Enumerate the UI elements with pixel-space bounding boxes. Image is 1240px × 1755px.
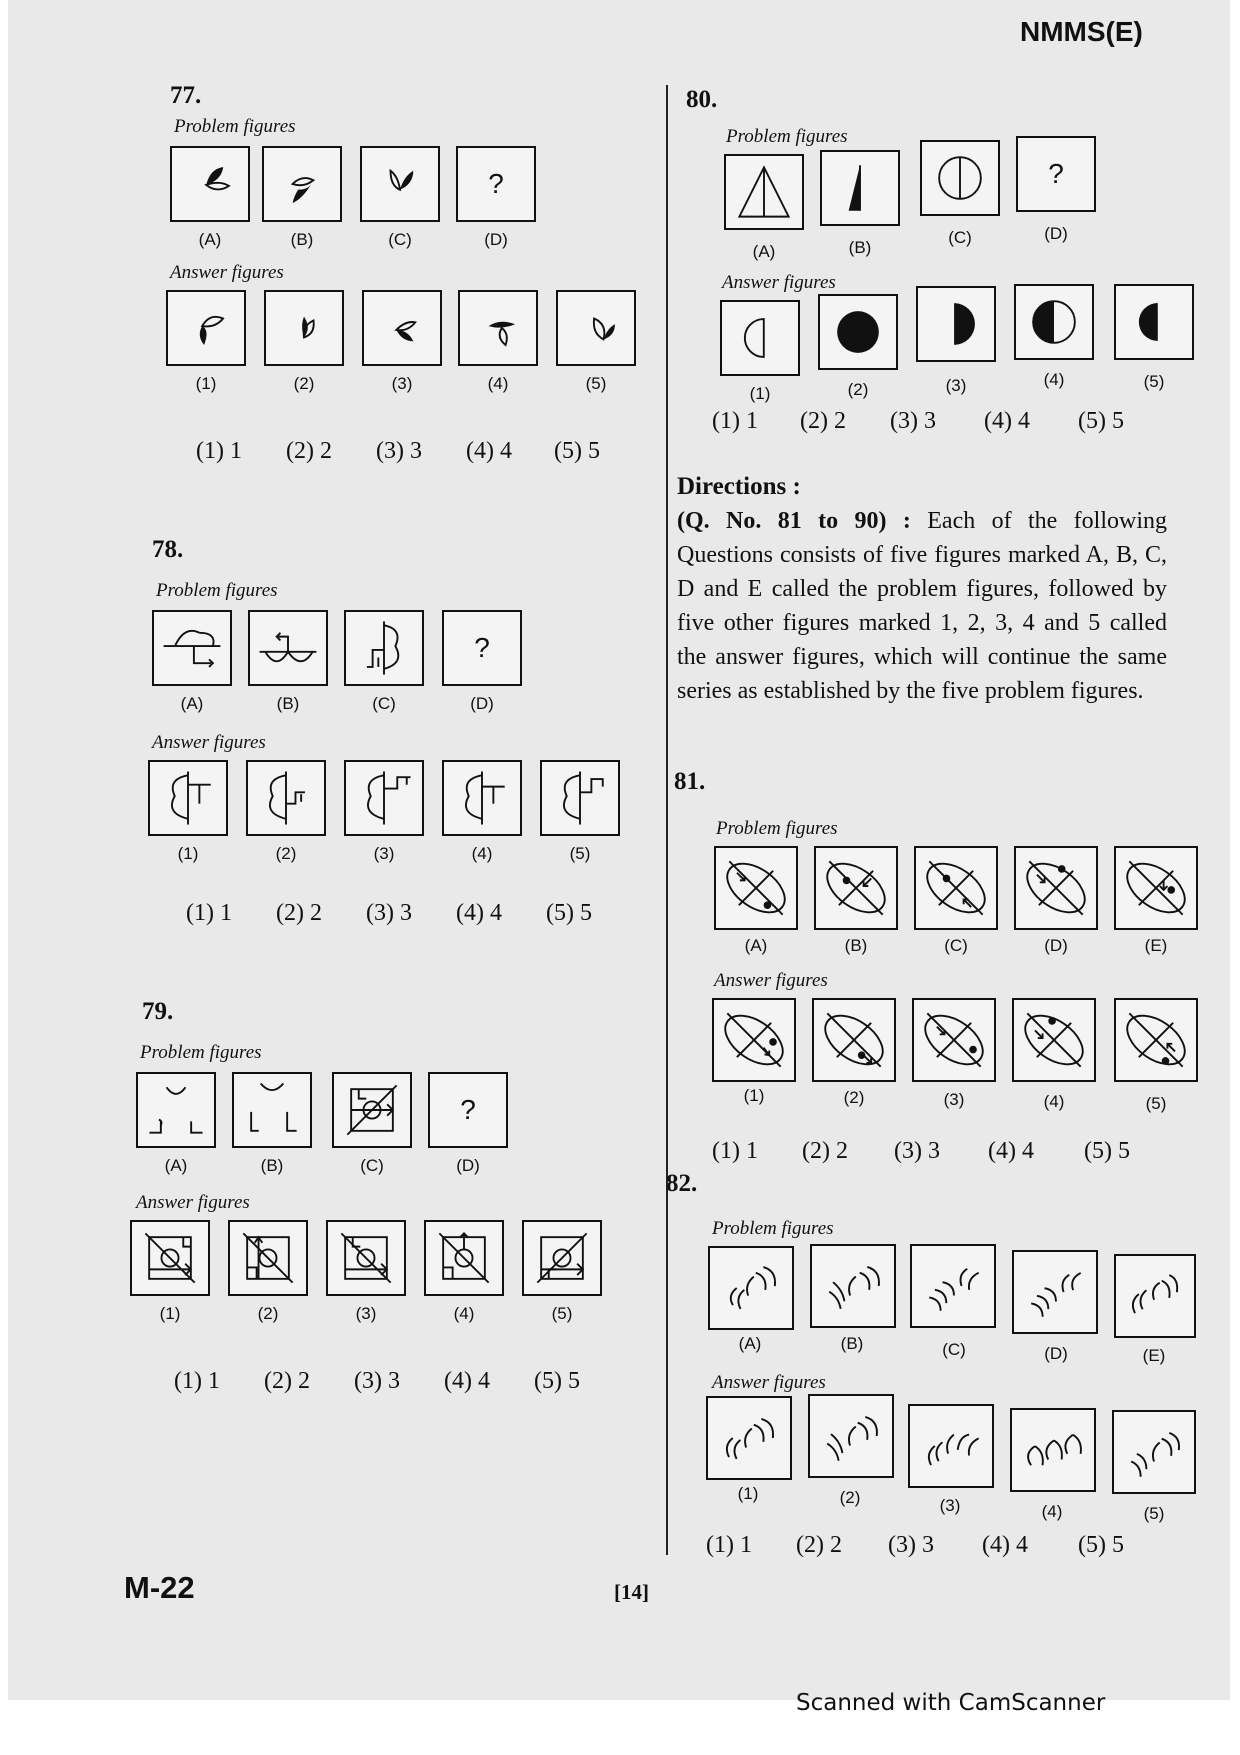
column-divider [666,85,668,1555]
figure-label: (3) [355,1304,377,1323]
figure-label: (3) [943,1090,965,1109]
answer-figure-5[interactable] [1114,998,1198,1082]
figure-label: (C) [948,228,972,247]
answer-figure-4[interactable] [1014,284,1094,360]
figure-label: (5) [551,1304,573,1323]
figure-label: (4) [1043,370,1065,389]
problem-figures-caption: Problem figures [140,1042,262,1063]
figure-label: (4) [1043,1092,1065,1111]
answer-figure-3[interactable] [916,286,996,362]
option-2[interactable]: (2) 2 [800,408,846,434]
figure-label: (C) [372,694,396,713]
figure-label: (E) [1142,1346,1166,1365]
figure-label: (D) [1044,1344,1068,1363]
problem-figure-a [714,846,798,930]
figure-label: (C) [388,230,412,249]
page-number: [14] [614,1580,649,1604]
answer-figures-caption: Answer figures [152,732,266,753]
figure-label: (5) [1143,372,1165,391]
question-mark: ? [474,632,490,663]
figure-label: (D) [456,1156,480,1175]
figure-label: (3) [939,1496,961,1515]
figure-label: (2) [257,1304,279,1323]
figure-label: (D) [1044,224,1068,243]
figure-label: (3) [391,374,413,393]
answer-figures-caption: Answer figures [714,970,828,991]
option-2[interactable]: (2) 2 [286,438,332,464]
answer-figure-3[interactable] [344,760,424,836]
option-2[interactable]: (2) 2 [802,1138,848,1164]
problem-figures-caption: Problem figures [716,818,838,839]
figure-label: (5) [1143,1504,1165,1523]
answer-figure-4[interactable] [1010,1408,1096,1492]
problem-figure-b [232,1072,312,1148]
answer-figure-4[interactable] [458,290,538,366]
problem-figure-c [332,1072,412,1148]
paper-code: NMMS(E) [1020,16,1143,47]
figure-label: (1) [749,384,771,403]
directions-heading: Directions : [677,473,801,500]
figure-label: (1) [159,1304,181,1323]
figure-label: (4) [471,844,493,863]
question-number: 79. [142,998,174,1025]
option-5[interactable]: (5) 5 [534,1368,580,1394]
problem-figure-e [1114,1254,1196,1338]
answer-figure-1[interactable] [148,760,228,836]
figure-label: (A) [198,230,222,249]
figure-label: (2) [839,1488,861,1507]
figure-label: (1) [743,1086,765,1105]
question-number: 82. [666,1170,698,1197]
scanner-watermark: Scanned with CamScanner [796,1690,1106,1716]
figure-label: (D) [470,694,494,713]
option-3[interactable]: (3) 3 [366,900,412,926]
problem-figure-b [248,610,328,686]
figure-label: (5) [585,374,607,393]
question-mark: ? [460,1094,476,1125]
figure-label: (B) [844,936,868,955]
problem-figure-d [1014,846,1098,930]
option-1[interactable]: (1) 1 [706,1532,752,1558]
question-number: 80. [686,86,718,113]
problem-figure-c [910,1244,996,1328]
option-4[interactable]: (4) 4 [466,438,512,464]
answer-figure-2[interactable] [812,998,896,1082]
problem-figure-d [1012,1250,1098,1334]
answer-figure-2[interactable] [818,294,898,370]
problem-figure-a [152,610,232,686]
problem-figure-c [914,846,998,930]
figure-label: (B) [290,230,314,249]
figure-label: (D) [1044,936,1068,955]
answer-options [196,438,600,465]
answer-figure-3[interactable] [912,998,996,1082]
figure-label: (C) [944,936,968,955]
figure-label: (D) [484,230,508,249]
answer-figure-2[interactable] [808,1394,894,1478]
option-3[interactable]: (3) 3 [894,1138,940,1164]
answer-figure-5[interactable] [1114,284,1194,360]
option-3[interactable]: (3) 3 [376,438,422,464]
figure-label: (2) [847,380,869,399]
answer-figure-3[interactable] [326,1220,406,1296]
problem-figure-b [262,146,342,222]
problem-figures-caption: Problem figures [712,1218,834,1239]
problem-figure-d [428,1072,508,1148]
answer-figure-5[interactable] [540,760,620,836]
figure-label: (B) [276,694,300,713]
problem-figure-c [360,146,440,222]
answer-figure-1[interactable] [166,290,246,366]
problem-figures-caption: Problem figures [174,116,296,137]
answer-figures-caption: Answer figures [136,1192,250,1213]
figure-label: (3) [373,844,395,863]
answer-figure-1[interactable] [712,998,796,1082]
answer-figure-4[interactable] [442,760,522,836]
figure-label: (C) [942,1340,966,1359]
question-number: 78. [152,536,184,563]
option-5[interactable]: (5) 5 [1078,1532,1124,1558]
figure-label: (2) [843,1088,865,1107]
option-4[interactable]: (4) 4 [456,900,502,926]
question-mark: ? [1048,158,1064,189]
footer-code: M-22 [124,1570,195,1605]
option-2[interactable]: (2) 2 [796,1532,842,1558]
problem-figure-a [136,1072,216,1148]
problem-figure-a [170,146,250,222]
answer-figure-5[interactable] [556,290,636,366]
figure-label: (B) [840,1334,864,1353]
answer-figure-2[interactable] [264,290,344,366]
problem-figure-d [442,610,522,686]
answer-figure-1[interactable] [706,1396,792,1480]
figure-label: (5) [1145,1094,1167,1113]
figure-label: (3) [945,376,967,395]
answer-figure-2[interactable] [246,760,326,836]
answer-figure-4[interactable] [1012,998,1096,1082]
answer-options [174,1368,580,1395]
answer-figures-caption: Answer figures [170,262,284,283]
figure-label: (B) [260,1156,284,1175]
answer-figure-4[interactable] [424,1220,504,1296]
answer-figures-caption: Answer figures [722,272,836,293]
option-5[interactable]: (5) 5 [1078,408,1124,434]
option-3[interactable]: (3) 3 [890,408,936,434]
question-mark: ? [488,168,504,199]
option-1[interactable]: (1) 1 [712,408,758,434]
answer-figure-1[interactable] [720,300,800,376]
answer-options [706,1532,1124,1559]
problem-figure-b [810,1244,896,1328]
option-1[interactable]: (1) 1 [712,1138,758,1164]
option-4[interactable]: (4) 4 [984,408,1030,434]
directions-block [677,470,1167,708]
problem-figure-a [708,1246,794,1330]
problem-figures-caption: Problem figures [156,580,278,601]
question-number: 77. [170,82,202,109]
option-4[interactable]: (4) 4 [444,1368,490,1394]
directions-range: (Q. No. 81 to 90) : [677,508,911,534]
answer-options [712,408,1124,435]
figure-label: (C) [360,1156,384,1175]
question-number: 81. [674,768,706,795]
figure-label: (E) [1144,936,1168,955]
figure-label: (2) [275,844,297,863]
figure-label: (A) [744,936,768,955]
figure-label: (A) [752,242,776,261]
problem-figure-c [344,610,424,686]
directions-text [677,504,1167,708]
figure-label: (A) [738,1334,762,1353]
answer-figure-2[interactable] [228,1220,308,1296]
figure-label: (A) [164,1156,188,1175]
option-3[interactable]: (3) 3 [354,1368,400,1394]
problem-figure-b [814,846,898,930]
answer-options [712,1138,1130,1165]
problem-figure-d [1016,136,1096,212]
figure-label: (A) [180,694,204,713]
problem-figure-d [456,146,536,222]
figure-label: (5) [569,844,591,863]
option-2[interactable]: (2) 2 [276,900,322,926]
answer-figure-3[interactable] [908,1404,994,1488]
option-5[interactable]: (5) 5 [554,438,600,464]
option-2[interactable]: (2) 2 [264,1368,310,1394]
figure-label: (1) [177,844,199,863]
option-3[interactable]: (3) 3 [888,1532,934,1558]
figure-label: (1) [195,374,217,393]
figure-label: (4) [453,1304,475,1323]
answer-figure-3[interactable] [362,290,442,366]
problem-figure-e [1114,846,1198,930]
problem-figure-a [724,154,804,230]
figure-label: (1) [737,1484,759,1503]
problem-figures-caption: Problem figures [726,126,848,147]
option-1[interactable]: (1) 1 [186,900,232,926]
answer-figure-1[interactable] [130,1220,210,1296]
problem-figure-b [820,150,900,226]
option-1[interactable]: (1) 1 [196,438,242,464]
figure-label: (4) [1041,1502,1063,1521]
figure-label: (2) [293,374,315,393]
answer-options [186,900,592,927]
problem-figure-c [920,140,1000,216]
answer-figure-5[interactable] [522,1220,602,1296]
option-4[interactable]: (4) 4 [982,1532,1028,1558]
option-4[interactable]: (4) 4 [988,1138,1034,1164]
answer-figure-5[interactable] [1112,1410,1196,1494]
option-1[interactable]: (1) 1 [174,1368,220,1394]
option-5[interactable]: (5) 5 [1084,1138,1130,1164]
answer-figures-caption: Answer figures [712,1372,826,1393]
figure-label: (B) [848,238,872,257]
figure-label: (4) [487,374,509,393]
option-5[interactable]: (5) 5 [546,900,592,926]
directions-body: Each of the following Questions consists of five figures marked A, B, C, D and E called the problem figures, followed by five other figures marked 1, 2, 3, 4 and 5 called the answer figures, which will continue the same series as established by the five problem figures. [677,508,1168,704]
